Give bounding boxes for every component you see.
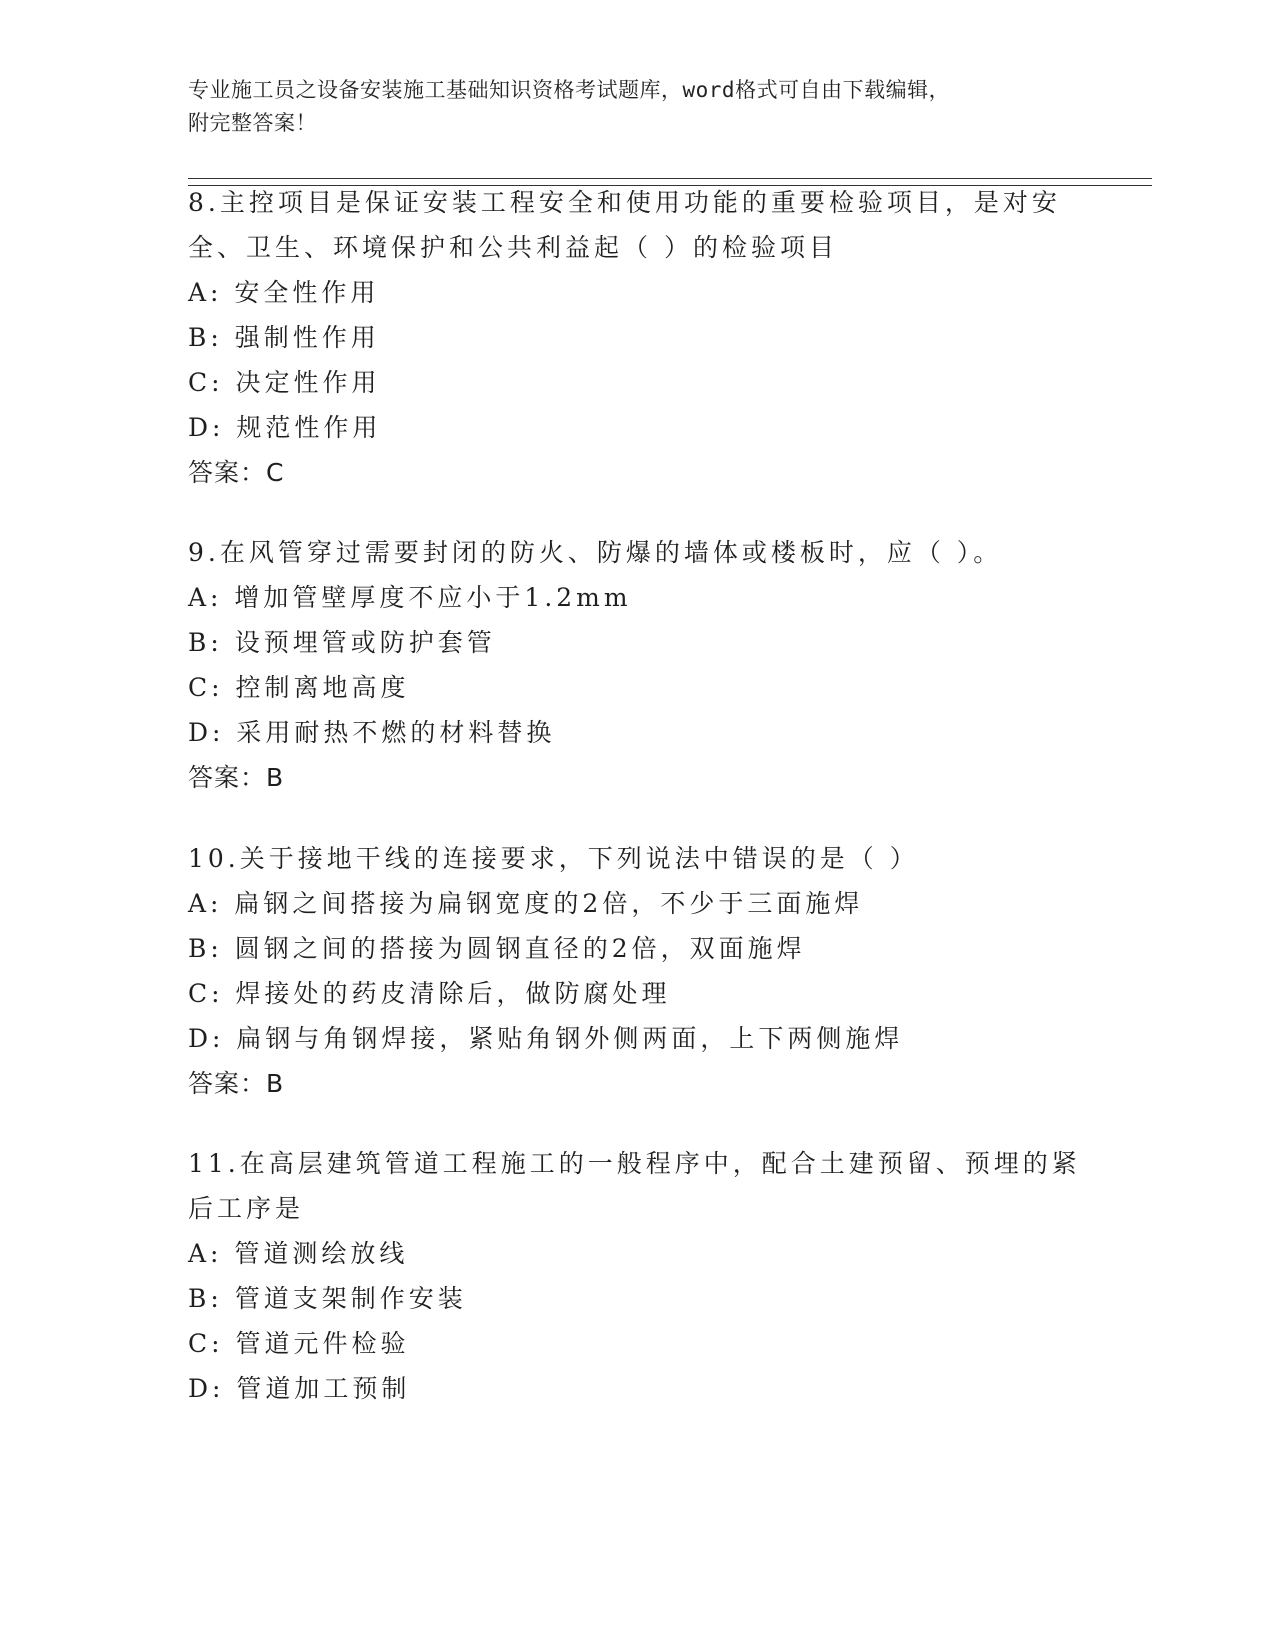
question-11	[188, 1141, 1088, 1411]
option-b: B: 强制性作用	[188, 323, 380, 352]
document-header	[188, 74, 1068, 140]
header-line-2: 附完整答案！	[188, 111, 317, 135]
question-8	[188, 180, 1088, 495]
answer: 答案：B	[188, 1069, 285, 1098]
option-b: B: 设预埋管或防护套管	[188, 628, 496, 657]
option-c: C: 焊接处的药皮清除后，做防腐处理	[188, 979, 671, 1008]
question-text: 后工序是	[188, 1194, 305, 1223]
option-d: D: 扁钢与角钢焊接，紧贴角钢外侧两面，上下两侧施焊	[188, 1024, 904, 1053]
question-text: 8.主控项目是保证安装工程安全和使用功能的重要检验项目，是对安	[188, 188, 1061, 217]
header-line-1: 专业施工员之设备安装施工基础知识资格考试题库，word格式可自由下载编辑，	[188, 78, 951, 102]
option-d: D: 规范性作用	[188, 413, 382, 442]
question-9	[188, 530, 1088, 800]
question-text: 9.在风管穿过需要封闭的防火、防爆的墙体或楼板时，应（ ）。	[188, 538, 1003, 567]
option-d: D: 管道加工预制	[188, 1374, 411, 1403]
option-b: B: 管道支架制作安装	[188, 1284, 467, 1313]
answer: 答案：B	[188, 763, 285, 792]
option-c: C: 控制离地高度	[188, 673, 410, 702]
question-text: 11.在高层建筑管道工程施工的一般程序中，配合土建预留、预埋的紧	[188, 1149, 1081, 1178]
question-text: 10.关于接地干线的连接要求，下列说法中错误的是（ ）	[188, 844, 919, 873]
option-c: C: 管道元件检验	[188, 1329, 410, 1358]
option-a: A: 安全性作用	[188, 278, 380, 307]
option-d: D: 采用耐热不燃的材料替换	[188, 718, 556, 747]
option-a: A: 增加管壁厚度不应小于1.2mm	[188, 583, 632, 612]
answer: 答案：C	[188, 458, 285, 487]
option-a: A: 管道测绘放线	[188, 1239, 409, 1268]
question-text: 全、卫生、环境保护和公共利益起（ ）的检验项目	[188, 233, 838, 262]
option-a: A: 扁钢之间搭接为扁钢宽度的2倍，不少于三面施焊	[188, 889, 864, 918]
question-10	[188, 836, 1088, 1106]
option-c: C: 决定性作用	[188, 368, 381, 397]
option-b: B: 圆钢之间的搭接为圆钢直径的2倍，双面施焊	[188, 934, 806, 963]
